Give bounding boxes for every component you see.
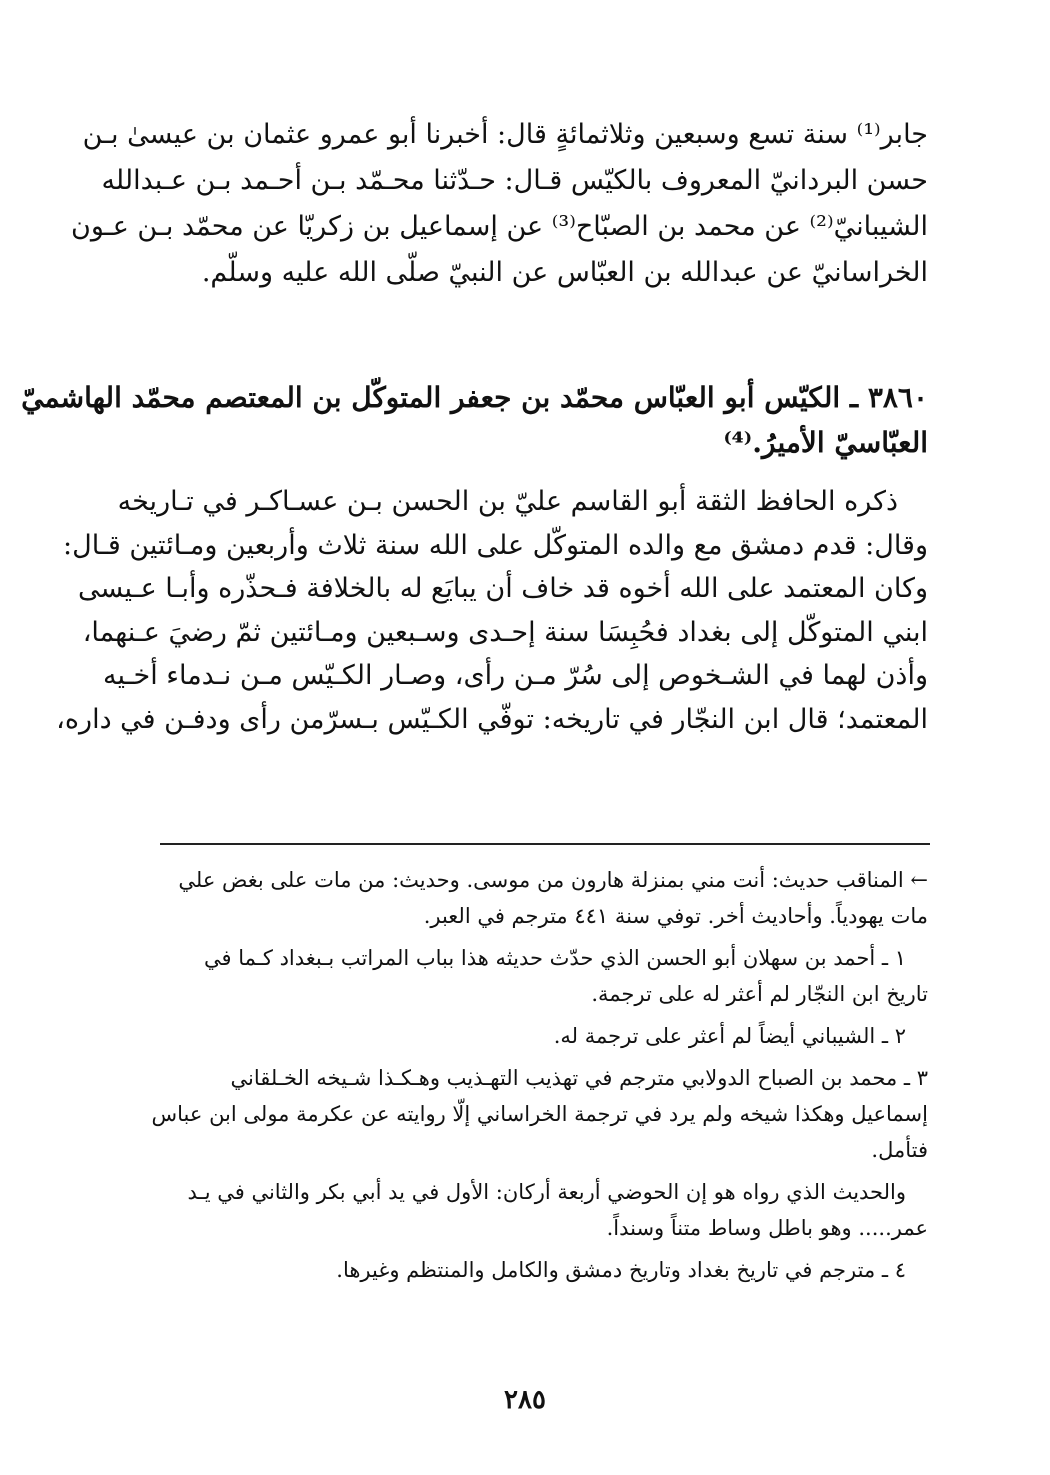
footnote-1 [160,940,928,1012]
text-line: ذكره الحافظ الثقة أبو القاسم عليّ بن الحسن بـن عسـاكـر في تـاريخه [117,486,898,517]
footnote-line: والحديث الذي رواه هو إن الحوضي أربعة أركان: الأول في يد أبي بكر والثاني في يـد [187,1180,906,1204]
footnote-line: ٤ ـ مترجم في تاريخ بغداد وتاريخ دمشق والكامل والمنتظم وغيرها. [336,1258,906,1282]
text-line: حسن البردانيّ المعروف بالكيّس قـال: حـدّثنا محـمّد بـن أحـمد بـن عـبدالله [101,165,928,196]
footnote-line: ← المناقب حديث: أنت مني بمنزلة هارون من موسى. وحديث: من مات على بغض علي [178,868,928,892]
text-line: ابني المتوكّل إلى بغداد فحُبِسَا سنة إحـدى وسـبعين ومـائتين ثمّ رضيَ عـنهما، [82,616,928,648]
footnote-line: ١ ـ أحمد بن سهلان أبو الحسن الذي حدّث حديثه هذا بباب المراتب بـبغداد كـما في [204,946,906,970]
footnote-line: ٢ ـ الشيباني أيضاً لم أعثر على ترجمة له. [553,1024,906,1048]
text-line: وقال: قدم دمشق مع والده المتوكّل على الله سنة ثلاث وأربعين ومـائتين قـال: [63,529,928,561]
footnote-continued [160,862,928,934]
footnote-line: ٣ ـ محمد بن الصباح الدولابي مترجم في تهذيب التهـذيب وهـكـذا شـيخه الخـلقاني [230,1066,928,1090]
text-line: المعتمد؛ قال ابن النجّار في تاريخه: توفّي الكـيّس بـسرّمن رأى ودفـن في داره، [56,703,928,735]
text-line: وكان المعتمد على الله أخوه قد خاف أن يبايَع له بالخلافة فـحذّره وأبـا عـيسى [77,573,928,604]
footnote-3-comment [160,1174,928,1246]
footnote-line: تاريخ ابن النجّار لم أعثر له على ترجمة. [591,982,928,1006]
text-line: جابر⁽¹⁾ سنة تسع وسبعين وثلاثمائةٍ قال: أخبرنا أبو عمرو عثمان بن عيسىٰ بـن [82,119,928,150]
text-line: الخراسانيّ عن عبدالله بن العبّاس عن النبيّ صلّى الله عليه وسلّم. [201,257,928,288]
footnote-4 [160,1252,928,1288]
main-paragraph [71,112,928,296]
heading-line: ٣٨٦٠ ـ الكيّس أبو العبّاس محمّد بن جعفر المتوكّل بن المعتصم محمّد الهاشميّ [21,381,928,414]
heading-line: العبّاسيّ الأميرُ.⁽⁴⁾ [723,426,928,459]
footnote-line: مات يهودياً. وأحاديث أخر. توفي سنة ٤٤١ مترجم في العبر. [423,904,928,928]
footnote-line: عمر..... وهو باطل وساط متناً وسنداً. [606,1216,928,1240]
footnote-3 [151,1060,928,1168]
text-line: وأذن لهما في الشـخوص إلى سُرّ مـن رأى، وصـار الكـيّس مـن نـدماء أخـيه [102,660,928,691]
footnote-line: فتأمل. [871,1138,928,1162]
footnote-line: إسماعيل وهكذا شيخه ولم يرد في ترجمة الخراساني إلّا روايته عن عكرمة مولى ابن عباس [151,1102,928,1126]
biography-paragraph [56,480,928,741]
footnote-2 [160,1018,928,1054]
footnotes-section [151,862,928,1294]
entry-heading [21,375,928,465]
text-line: الشيبانيّ⁽²⁾ عن محمد بن الصبّاح⁽³⁾ عن إسماعيل بن زكريّا عن محمّد بـن عـون [71,211,928,242]
footnote-divider [160,843,930,845]
page-number: ٢٨٥ [504,1385,546,1415]
